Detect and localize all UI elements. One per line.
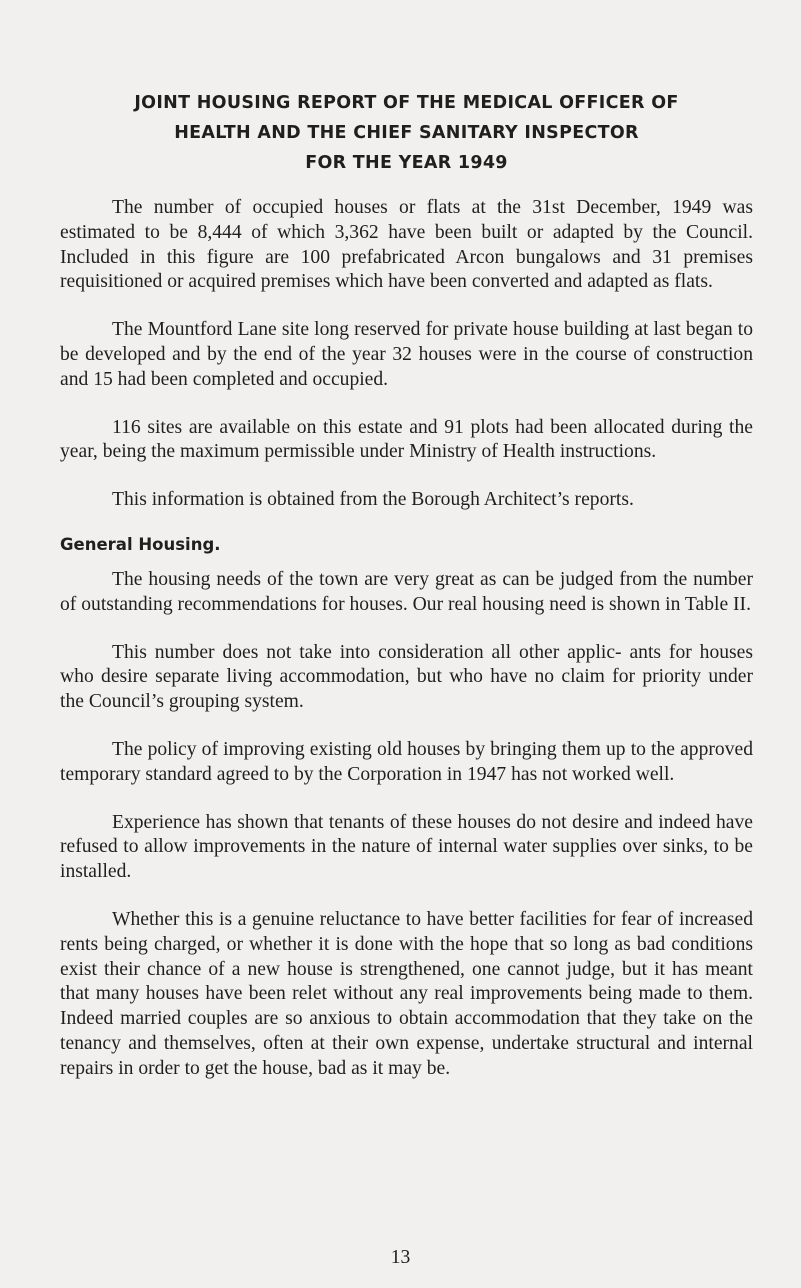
title-line-2: HEALTH AND THE CHIEF SANITARY INSPECTOR	[174, 123, 639, 143]
paragraph-tenant-experience: Experience has shown that tenants of these houses do not desire and indeed have refused to allow improvements in the nature of internal water supplies over sinks, to be installed.	[60, 811, 753, 883]
paragraph-housing-needs: The housing needs of the town are very great as can be judged from the number of outstanding recommendations for houses. Our real housing need is shown in Table II.	[60, 568, 753, 615]
paragraph-mountford-lane: The Mountford Lane site long reserved for private house building at last began to be developed and by the end of the year 32 houses were in the course of construction and 15 had been completed and occupied.	[60, 319, 753, 390]
section-heading-general-housing: General Housing.	[60, 534, 221, 554]
paragraph-occupied-houses: The number of occupied houses or flats at the 31st December, 1949 was estimated to be 8,444 of which 3,362 have been built or adapted by the Council. Included in this figure are 100 prefabricated Arcon bungalows and 31 premises requisitioned or acquired premises which have been converted and adapted as flats.	[60, 197, 753, 293]
paragraph-other-applicants: This number does not take into consideration all other applic- ants for houses who desire separate living accommodation, but who have no claim for priority under the Council’s grouping system.	[60, 641, 753, 713]
paragraph-reluctance: Whether this is a genuine reluctance to have better facilities for fear of increased rents being charged, or whether it is done with the hope that so long as bad conditions exist their chance of a new house is strengthened, one cannot judge, but it has meant that many houses have been relet without any real improvements being made to them. Indeed married couples are so anxious to obtain accommodation that they take on the tenancy and themselves, often at their own expense, undertake structural and internal repairs in order to get the house, bad as it may be.	[60, 908, 753, 1079]
title-line-1: JOINT HOUSING REPORT OF THE MEDICAL OFFICER OF	[134, 93, 679, 113]
paragraph-improvement-policy: The policy of improving existing old houses by bringing them up to the approved temporary standard agreed to by the Corporation in 1947 has not worked well.	[60, 738, 753, 785]
page-number: 13	[390, 1247, 411, 1268]
report-page	[60, 88, 753, 1105]
paragraph-sites-available: 116 sites are available on this estate and 91 plots had been allocated during the year, being the maximum permissible under Ministry of Health instructions.	[60, 416, 753, 463]
report-title	[60, 88, 753, 178]
paragraph-information-source: This information is obtained from the Borough Architect’s reports.	[112, 489, 634, 511]
title-line-3: FOR THE YEAR 1949	[305, 153, 508, 173]
